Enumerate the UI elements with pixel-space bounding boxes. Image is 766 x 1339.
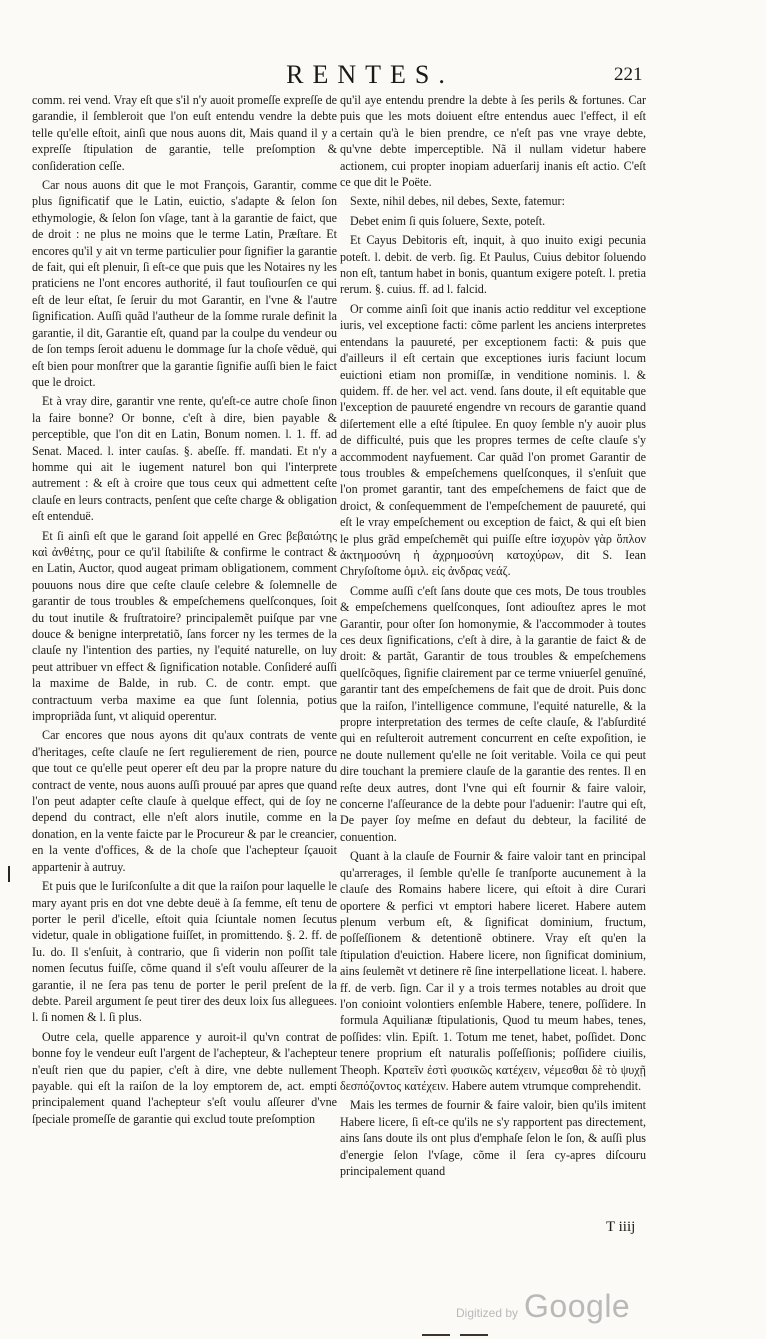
verse-line: Debet enim ſi quis ſoluere, Sexte, poteſt. [350,213,546,228]
paragraph: Comme auſſi c'eſt ſans doute que ces mots, De tous troubles & empeſchemens quelſconques, ſont adiouſtez apres le mot Garantir, pour oſter ſon homonymie, & l'accommoder à toutes ces deux ſignifications, c'eſt à dire, à la garantie de faict & de droit: & partãt, Garantir de tous troubles & empeſchemens quelſcõques, ſignifie clairement par ce terme vniuerſel genuïné, garantir tant des empeſchemens de fait que de droit. Puis donc que la raiſon, l'intelligence commune, l'equité naturelle, & la propre interpretation des termes de ceſte clauſe, & l'abſurdité qui en reſulteroit autrement concurrent en ceſte expoſition, ie ne doute nullement qu'elle ne ſoit veritable. Voila ce qui peut dire touchant la premiere clauſe de la garantie des rentes. Il en reſte deux autres, dont l'vne qui eſt fournir & faire valoir, concerne l'aſſeurance de la debte pour l'aduenir: l'autre qui eſt, De payer ſoy meſme en defaut du debteur, la facilité de conuention. [340,583,646,844]
bottom-rule [422,1334,450,1336]
paragraph: qu'il aye entendu prendre la debte à ſes perils & fortunes. Car puis que les mots doiuent eſtre entendus auec l'effect, il eſt certain qu'à le bien prendre, ce n'eſt pas vne vraye debte, qu'vne debte imperceptible. Nã il nullam videtur habere actionem, cui propter inopiam aduerſarij inanis eſt actio. C'eſt ce que dit le Poëte. [340,93,646,190]
paragraph: Et à vray dire, garantir vne rente, qu'eſt-ce autre choſe ſinon la faire bonne? Or bonne, c'eſt à dire, bien payable & perceptible, que l'on dit en Latin, Bonum nomen. l. 1. ff. ad Senat. Maced. l. inter cauſas. §. abeſſe. ff. mandati. Et n'y a homme qui ait le iugement naturel bon qui l'interprete autrement : & eſt à croire que tous ceux qui admettent ceſte clauſe en leurs contracts, penſent que ceſte charge & obligation eſt entenduë. [32,394,337,524]
paragraph: Mais les termes de fournir & faire valoir, bien qu'ils imitent Habere licere, ſi eſt-ce qu'ils ne s'y rapportent pas directement, ains ſans doute ils ont plus d'emphaſe ſelon le ſon, & auſſi plus d'energie ſelon l'vſage, cõme il ſera cy-apres diſcouru principalement quand [340,1098,646,1178]
paragraph: Or comme ainſi ſoit que inanis actio redditur vel exceptione iuris, vel exceptione facti: cõme parlent les anciens interpretes entendans la pauureté, per exceptionem facti: & puis que d'ailleurs il eſt certain que exceptiones iuris faciunt locum euictioni etiam non promiſſæ, in venditione nominis. l. & quidem. ff. de her. vel act. vend. ſans doute, il eſt equitable que l'exception de pauureté engendre vn recours de garantie quand diſertement elle a eſté ſtipulee. En quoy ſemble n'y auoir plus de difficulté, puis que les propres termes de ceſte clauſe s'y accommodent nayfuement. Car quãd l'on promet Garantir de tous troubles & empeſchemens quelſconques, il s'enſuit que l'on promet garantir, tant des empeſchemens de faict que de droict, & conſequemment de l'empeſchement de pauureté, qui eſt le vray empeſchement ou exception de faict, & qui eſt bien le plus grãd empeſchemẽt qui puiſſe eſtre ἰσχυρὸν γὰρ ὅπλον ἀκτημοσύνη ἡ ἀχρημοσύνη κατοχύρων, dit S. Iean Chryſoſtome ὁμιλ. εἰς ἀνδρας νεάζ. [340,301,646,579]
paragraph: comm. rei vend. Vray eſt que s'il n'y auoit promeſſe expreſſe de garandie, il ſembleroit que l'on euſt entendu vendre la debte telle qu'elle eſtoit, ainſi que nous auons dit, Mais quand il y a expreſſe ſtipulation de garantie, telle preſomption & conſideration ceſſe. [32,93,337,173]
left-column [32,92,337,1130]
signature-mark: T iiij [606,1219,636,1235]
paragraph: Outre cela, quelle apparence y auroit-il qu'vn contrat de bonne foy le vendeur euſt l'argent de l'achepteur, & l'achepteur n'euſt rien que du papier, c'eſt à dire, vne debte nullement payable. qui eſt la raiſon de la loy emptorem de, act. empti principalement quand l'achepteur s'eſt voulu aſſeurer d'vne ſpeciale promeſſe de garantie qui exclud toute preſomption [32,1029,337,1126]
paragraph: Et puis que le Iuriſconſulte a dit que la raiſon pour laquelle le mary ayant pris en dot vne debte deuë à ſa femme, eſt tenu de porter le peril d'icelle, eſtoit quia ſciuntale nomen ſecutus videtur, quale in obligatione fuiſſet, in promittendo. §. 2. ff. de Iu. do. Il s'enſuit, à contrario, que ſi viderin non poſſit tale nomen ſecutus fuiſſe, cõme quand il s'eſt voulu aſſeurer de la garantie, il ne ſera pas tenu de porter le peril preſent de la debte. Pareil argument ſe peut tirer des deux loix ſus alleguees. l. ſi nomen & l. ſi plus. [32,879,337,1025]
watermark-by: Digitized by [456,1306,519,1320]
page-number: 221 [614,64,643,85]
google-logo: Google [524,1288,631,1324]
digitized-watermark [456,1288,630,1325]
right-column [340,92,646,1182]
margin-mark [8,866,10,882]
paragraph: Car encores que nous ayons dit qu'aux contrats de vente d'heritages, ceſte clauſe ne ſert regulierement de rien, pource que tout ce qu'elle peut operer eſt deu par la propre nature du contract de vente, nous auons auſſi prouué par apres que quand l'on peut adapter ceſte clauſe à quelque effect, qui de ſoy ne depend du contract, elle n'eſt alors inutile, comme en la donation, en la vente faicte par le Procureur & par le creancier, en la vente d'offices, & de la choſe que l'achepteur ſçauoit appartenir à autruy. [32,728,337,874]
paragraph: Et Cayus Debitoris eſt, inquit, à quo inuito exigi pecunia poteſt. l. debit. de verb. ſig. Et Paulus, Cuius debitor ſoluendo non eſt, tantum habet in bonis, quantum exigere poteſt. l. pretia rerum. §. cuius. ff. ad l. falcid. [340,233,646,297]
paragraph: Et ſi ainſi eſt que le garand ſoit appellé en Grec βεβαιώτης καὶ ἀνθέτης, pour ce qu'il ſtabiliſte & confirme le contract & en Latin, Auctor, quod augeat primam obligationem, comment pouuons nous dire que ceſte clauſe celebre & ſolemnelle de garantir de tous troubles & empeſchemens quelſconques, ſoit du tout inutile & fruſtratoire? principalemẽt puiſque par vne douce & benigne interpretatiõ, ſans forcer ny les termes de la clauſe ny l'intention des parties, ny l'equité naturelle, on luy peut attribuer vn effect & ſignification notable. Conſideré auſſi la maxime de Balde, in rub. C. de contr. empt. que contractuum verba maxime ea que ſunt ſolennia, potius impropriãda ſunt, vt aliquid operentur. [32,528,337,724]
bottom-rule [460,1334,488,1336]
paragraph: Car nous auons dit que le mot François, Garantir, comme plus ſignificatif que le Latin, euictio, s'adapte & ſelon ſon ethymologie, & ſelon ſon vſage, tant à la garantie de faict, que de droit : ne plus ne moins que le terme Latin, Præſtare. Et encores qu'il y ait vn terme particulier pour ſignifier la garantie de fait, qui eſt plenuir, ſi eſt-ce que puis que les Notaires ny les praticiens ne l'ont encores authorité, il faut touſiourſen ce qui eſt de leur eſtat, ſe ſeruir du mot Garantir, en l'vne & l'autre ſignification. Auſſi quãd l'autheur de la ſomme rurale definit la garantie, il dit, Garantie eſt, quand par la coulpe du vendeur ou de ſon temps ſeroit aduenu le dommage ſur la choſe vẽduë, qui eſt bien pour monſtrer que la garantie ſignifie auſſi bien le faict que le droict. [32,178,337,389]
running-title: RENTES. [286,60,454,89]
paragraph: Quant à la clauſe de Fournir & faire valoir tant en principal qu'arrerages, il ſemble qu'elle ſe tranſporte aucunement à la clauſe des Romains habere licere, qui eſtoit à dire Curari oportere & perfici vt emptori habere liceret. Habere autem plenum verbum eſt, & ſignificat dominium, fructum, poſſeſſionem & detentionẽ obtinere. Vray eſt qu'en la ſtipulation d'euiction. Habere licere, non ſignificat dominium, ains ſeulemẽt vt detinere rẽ ſine interpellatione liceat. l. habere. ff. de verb. ſign. Car il y a trois termes notables au droit que l'on conioint volontiers enſemble Habere, tenere, poſſidere. In formula Aquilianæ ſtipulationis, Quod tu meum habes, tenes, poſſides: vlin. Epiſt. 1. Totum me tenet, habet, poſſidet. Donc tenere proprium eſt naturalis poſſeſſionis; poſſidere ciuilis, Theoph. Κρατεῖν ἐστὶ φυσικῶς κατέχειν, νέμεσθαι δὲ τὸ ψυχῇ δεσπόζοντος κατέχειν. Habere autem vtrumque comprehendit. [340,849,646,1093]
verse-line: Sexte, nihil debes, nil debes, Sexte, fatemur: [350,194,565,209]
